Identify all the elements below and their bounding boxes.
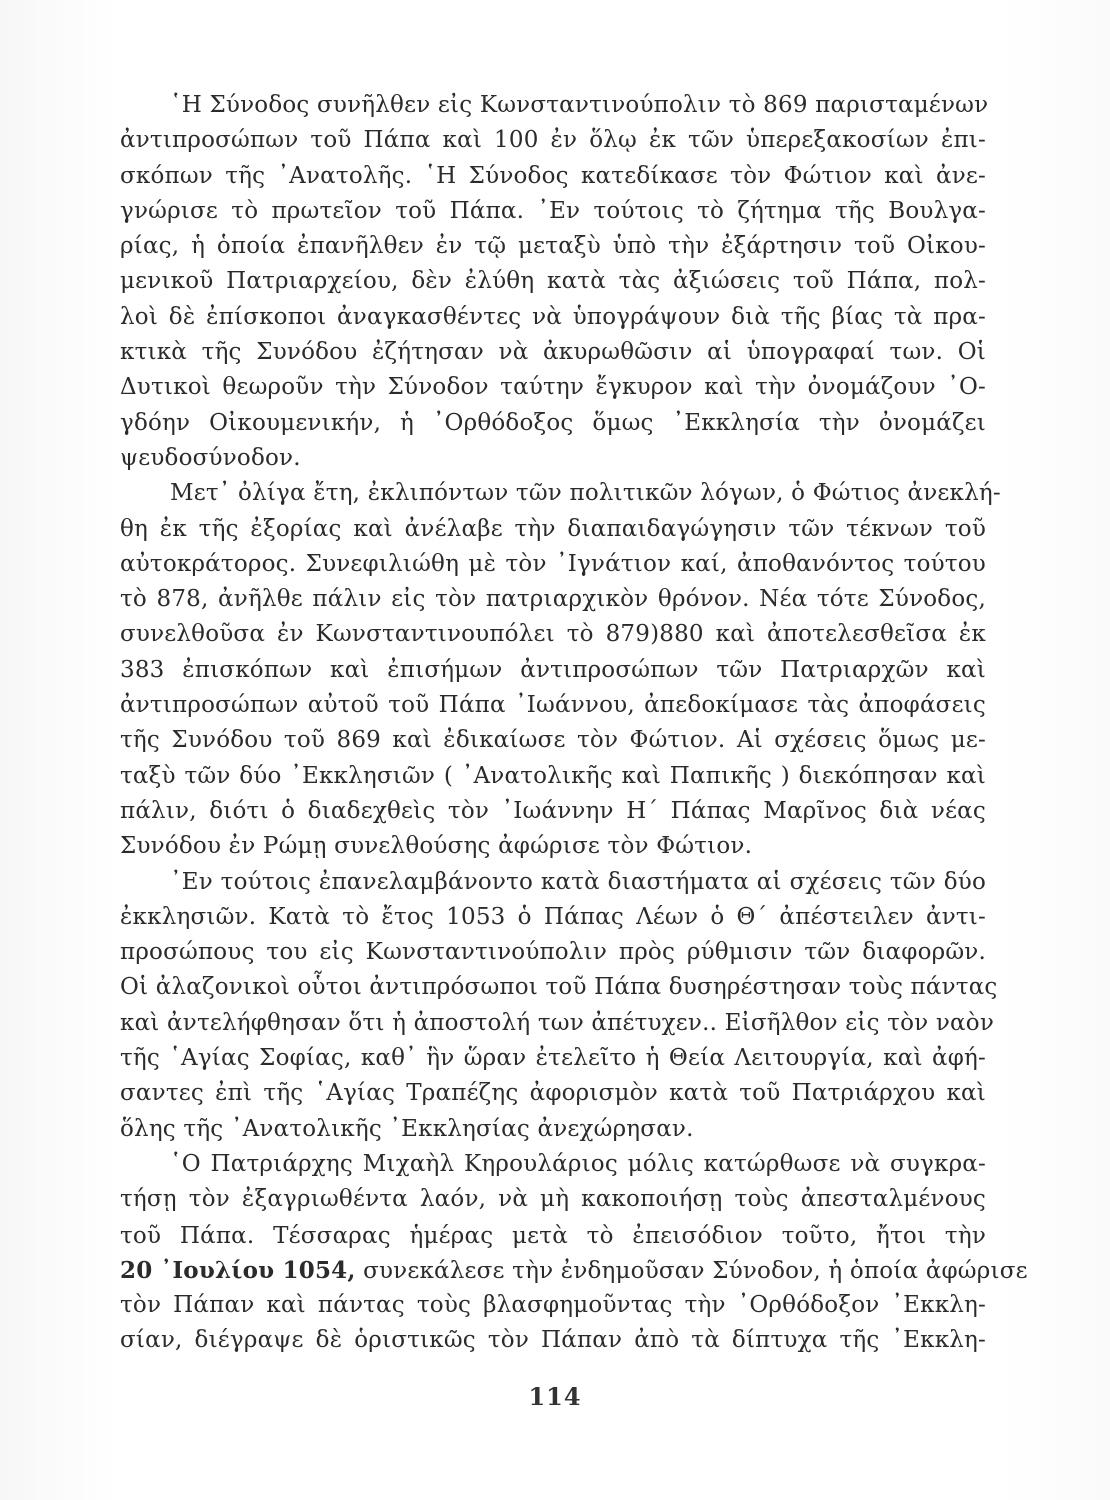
text-line: αὐτοκράτορος. Συνεφιλιώθη μὲ τὸν ᾿Ιγνάτιον καί, ἀποθανόντος τούτου [120,550,986,577]
text-line: ῾Η Σύνοδος συνῆλθεν εἰς Κωνσταντινούπολιν τὸ 869 παρισταμένων [170,92,989,118]
paragraph-4 [120,1147,1028,1359]
text-line: θη ἐκ τῆς ἐξορίας καὶ ἀνέλαβε τὴν διαπαιδαγώγησιν τῶν τέκνων τοῦ [120,515,986,542]
text-line: λοὶ δὲ ἐπίσκοποι ἀναγκασθέντες νὰ ὑπογράψουν διὰ τῆς βίας τὰ πρα- [120,303,986,330]
text-line: τῆς ῾Αγίας Σοφίας, καθ᾿ ἣν ὥραν ἐτελεῖτο ἡ Θεία Λειτουργία, καὶ ἀφή- [120,1045,986,1072]
text-line: 383 ἐπισκόπων καὶ ἐπισήμων ἀντιπροσώπων τῶν Πατριαρχῶν καὶ [120,656,986,683]
text-line: γδόην Οἰκουμενικήν, ἡ ᾿Ορθόδοξος ὅμως ᾿Εκκλησία τὴν ὀνομάζει [120,409,986,436]
text-line: ταξὺ τῶν δύο ᾿Εκκλησιῶν ( ᾿Ανατολικῆς καὶ Παπικῆς ) διεκόπησαν καὶ [120,762,986,789]
text-line: σκόπων τῆς ᾿Ανατολῆς. ῾Η Σύνοδος κατεδίκασε τὸν Φώτιον καὶ ἀνε- [120,162,986,189]
text-line: συνελθοῦσα ἐν Κωνσταντινουπόλει τὸ 879)880 καὶ ἀποτελεσθεῖσα ἐκ [120,621,986,648]
text-line: προσώπους του εἰς Κωνσταντινούπολιν πρὸς ρύθμισιν τῶν διαφορῶν. [120,939,986,966]
paragraph-1 [120,88,989,476]
text-line: τὸν Πάπαν καὶ πάντας τοὺς βλασφημοῦντας τὴν ᾿Ορθόδοξον ᾿Εκκλη- [120,1292,986,1319]
text-line: Συνόδου ἐν Ρώμῃ συνελθούσης ἀφώρισε τὸν Φώτιον. [120,833,753,860]
text-line [120,1218,986,1253]
text-line: σαντες ἐπὶ τῆς ῾Αγίας Τραπέζης ἀφορισμὸν κατὰ τοῦ Πατριάρχου καὶ [120,1080,986,1107]
text-line: ἐκκλησιῶν. Κατὰ τὸ ἔτος 1053 ὁ Πάπας Λέων ὁ Θ΄ ἀπέστειλεν ἀντι- [120,903,986,930]
text-line: μενικοῦ Πατριαρχείου, δὲν ἐλύθη κατὰ τὰς ἀξιώσεις τοῦ Πάπα, πολ- [120,268,986,295]
document-body [120,88,1028,1359]
text-line: τῆς Συνόδου τοῦ 869 καὶ ἐδικαίωσε τὸν Φώτιον. Αἱ σχέσεις ὅμως με- [120,727,986,754]
text-line: ὅλης τῆς ᾿Ανατολικῆς ᾿Εκκλησίας ἀνεχώρησαν. [120,1115,694,1142]
text-line: ἀντιπροσώπων τοῦ Πάπα καὶ 100 ἐν ὅλῳ ἐκ τῶν ὑπερεξακοσίων ἐπι- [120,127,986,154]
text-line: Μετ᾿ ὀλίγα ἔτη, ἐκλιπόντων τῶν πολιτικῶν λόγων, ὁ Φώτιος ἀνεκλή- [170,480,1001,507]
text-line: πάλιν, διότι ὁ διαδεχθεὶς τὸν ᾿Ιωάννην Η΄ Πάπας Μαρῖνος διὰ νέας [120,797,986,824]
date-emphasis: 20 ᾿Ιουλίου 1054, [120,1256,356,1284]
paragraph-3 [120,865,998,1147]
text-line: τήσῃ τὸν ἐξαγριωθέντα λαόν, νὰ μὴ κακοποιήσῃ τοὺς ἀπεσταλμένους [120,1186,986,1213]
text-line: ψευδοσύνοδον. [120,444,301,471]
text-line-segment: τοῦ Πάπα. Τέσσαρας ἡμέρας μετὰ τὸ ἐπεισόδιον τοῦτο, ἤτοι τὴν [120,1222,986,1249]
page-number: 114 [528,1382,582,1411]
paragraph-2 [120,476,1001,864]
text-line: ῾Ο Πατριάρχης Μιχαὴλ Κηρουλάριος μόλις κατώρθωσε νὰ συγκρα- [170,1150,986,1177]
text-line-segment: συνεκάλεσε τὴν ἐνδημοῦσαν Σύνοδον, ἡ ὁποία ἀφώρισε [363,1257,1028,1284]
text-line: σίαν, διέγραψε δὲ ὁριστικῶς τὸν Πάπαν ἀπὸ τὰ δίπτυχα τῆς ᾿Εκκλη- [120,1327,986,1354]
text-line [120,1253,1028,1288]
text-line: Οἱ ἀλαζονικοὶ οὗτοι ἀντιπρόσωποι τοῦ Πάπα δυσηρέστησαν τοὺς πάντας [120,974,998,1001]
text-line: ρίας, ἡ ὁποία ἐπανῆλθεν ἐν τῷ μεταξὺ ὑπὸ τὴν ἐξάρτησιν τοῦ Οἰκου- [120,233,986,260]
text-line: γνώρισε τὸ πρωτεῖον τοῦ Πάπα. ᾿Εν τούτοις τὸ ζήτημα τῆς Βουλγα- [120,197,986,224]
text-line: Δυτικοὶ θεωροῦν τὴν Σύνοδον ταύτην ἔγκυρον καὶ τὴν ὀνομάζουν ᾿Ο- [120,374,986,401]
text-line: ᾿Εν τούτοις ἐπανελαμβάνοντο κατὰ διαστήματα αἱ σχέσεις τῶν δύο [170,868,986,895]
text-line: τὸ 878, ἀνῆλθε πάλιν εἰς τὸν πατριαρχικὸν θρόνον. Νέα τότε Σύνοδος, [120,586,986,613]
text-line: καὶ ἀντελήφθησαν ὅτι ἡ ἀποστολή των ἀπέτυχεν.. Εἰσῆλθον εἰς τὸν ναὸν [120,1009,995,1036]
text-line: ἀντιπροσώπων αὐτοῦ τοῦ Πάπα ᾿Ιωάννου, ἀπεδοκίμασε τὰς ἀποφάσεις [120,692,986,719]
text-line: κτικὰ τῆς Συνόδου ἐζήτησαν νὰ ἀκυρωθῶσιν αἱ ὑπογραφαί των. Οἱ [120,339,986,366]
